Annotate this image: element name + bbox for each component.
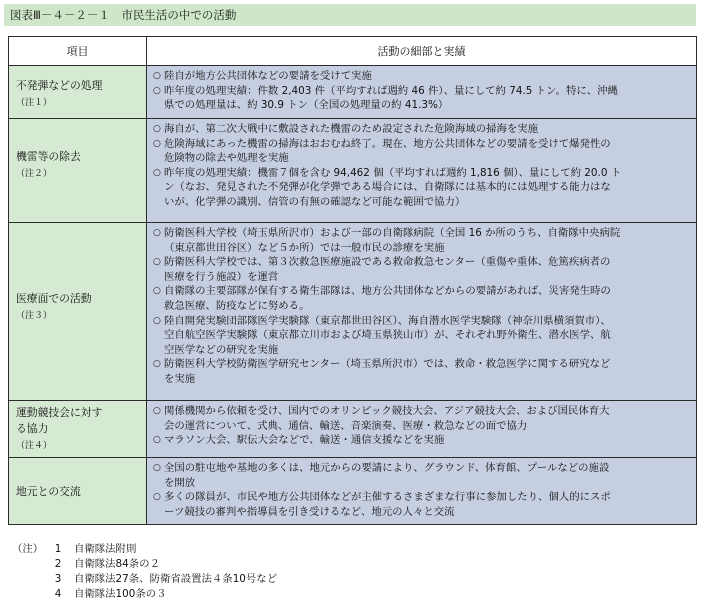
entry-line: ーツ競技の審判や指導員を引き受けるなど、地元の人々と交流 <box>164 505 455 518</box>
detail-entry <box>153 166 690 210</box>
bullet-icon: ○ <box>153 167 161 178</box>
entry-line: 多くの隊員が、市民や地方公共団体などが主催するさまざまな行事に参加したり、個人的にスポ <box>164 491 611 504</box>
footnote-text: 自衛隊法84条の２ <box>74 558 160 570</box>
bullet-icon: ○ <box>153 359 161 370</box>
entry-line: 全国の駐屯地や基地の多くは、地元からの要請により、グラウンド、体育館、プールなどの施設 <box>164 462 610 474</box>
entry-text <box>164 69 690 84</box>
detail-entry <box>153 284 690 313</box>
footnote-number: 1 <box>54 543 62 555</box>
detail-cell <box>147 66 697 119</box>
entry-line: 陸自が地方公共団体などの要請を受けて実施 <box>164 70 372 82</box>
bullet-icon: ○ <box>153 228 161 238</box>
item-label: 不発弾などの処理 <box>16 79 103 92</box>
item-label-group <box>16 291 142 324</box>
item-cell <box>9 119 147 223</box>
table-row <box>9 223 697 401</box>
detail-entry <box>153 137 690 166</box>
entry-text <box>164 226 690 255</box>
footnote-text: 自衛隊法附則 <box>74 543 137 555</box>
entry-text <box>164 84 690 113</box>
entry-text <box>164 461 690 490</box>
table-row <box>9 66 697 119</box>
entry-text <box>164 122 690 137</box>
detail-entry <box>153 404 690 433</box>
entry-line: 空自航空医学実験隊（東京都立川市および埼玉県狭山市）が、それぞれ野外衛生、潜水医学、航 <box>164 329 611 342</box>
entry-line: マラソン大会、駅伝大会などで、輸送・通信支援などを実施 <box>164 434 445 447</box>
entry-line: 医療を行う施設）を運営 <box>164 270 279 283</box>
bullet-icon: ○ <box>153 71 161 81</box>
item-label-group <box>16 78 142 111</box>
bullet-icon: ○ <box>153 492 161 503</box>
bullet-icon: ○ <box>153 463 161 473</box>
entry-line: 海自が、第二次大戦中に敷設された機雷のため設定された危険海域の掃海を実施 <box>164 123 539 135</box>
footnote-number: 4 <box>54 588 62 600</box>
table-row <box>9 458 697 525</box>
footnotes <box>12 542 277 602</box>
entry-line: 昨年度の処理実績：件数 2,403 件（平均すれば週約 46 件）、量にして約 74.5 トン。特に、沖縄 <box>164 84 618 97</box>
header-detail: 活動の細部と実績 <box>147 37 697 66</box>
bullet-icon: ○ <box>153 435 161 446</box>
detail-cell <box>147 458 697 525</box>
item-label: 運動競技会に対す <box>16 406 103 419</box>
footnote-number: 2 <box>54 558 62 570</box>
footnote-number: 3 <box>54 573 62 585</box>
item-label-group <box>16 149 142 182</box>
entry-text <box>164 166 690 210</box>
footnote-text: 自衛隊法27条、防衛省設置法４条10号など <box>74 573 278 585</box>
item-note: （注４） <box>16 441 53 451</box>
activities-table <box>8 36 697 525</box>
figure-title: 図表Ⅲ－４－２－１ 市民生活の中での活動 <box>10 8 237 22</box>
detail-entry <box>153 255 690 284</box>
entry-line: 空医学などの研究を実施 <box>164 343 279 356</box>
item-label: 医療面での活動 <box>16 292 92 305</box>
entry-text <box>164 284 690 313</box>
entry-line: （東京都世田谷区）など５か所）では一般市民の診療を実施 <box>164 241 445 254</box>
entry-line: を実施 <box>164 372 196 385</box>
bullet-icon: ○ <box>153 406 161 416</box>
footnote-row <box>12 542 277 557</box>
bullet-icon: ○ <box>153 138 161 149</box>
figure-title-bar <box>4 4 696 26</box>
footnote-prefix <box>12 557 48 572</box>
entry-line: 防衛医科大学校では、第３次救急医療施設である救命救急センター（重傷や重体、危篤疾病者の <box>164 256 611 269</box>
detail-entry <box>153 69 690 84</box>
footnote-text: 自衛隊法100条の３ <box>74 588 167 600</box>
item-note: （注１） <box>16 98 53 108</box>
entry-text <box>164 137 690 166</box>
detail-entry <box>153 122 690 137</box>
item-label: 機雷等の除去 <box>16 150 81 163</box>
entry-line: 自衛隊の主要部隊が保有する衛生部隊は、地方公共団体などからの要請があれば、災害発生時の <box>164 285 611 298</box>
entry-line: 防衛医科大学校防衛医学研究センター（埼玉県所沢市）では、救命・救急医学に関する研究など <box>164 358 611 371</box>
table-row <box>9 401 697 458</box>
item-label-group <box>16 405 142 454</box>
detail-entry <box>153 226 690 255</box>
detail-entry <box>153 490 690 519</box>
entry-line: 県での処理量は、約 30.9 トン（全国の処理量の約 41.3%） <box>164 99 449 112</box>
item-cell <box>9 401 147 458</box>
table-row <box>9 119 697 223</box>
item-note: （注２） <box>16 169 53 179</box>
entry-line: 昨年度の処理実績：機雷７個を含む 94,462 個（平均すれば週約 1,816 個）、量にして約 20.0 ト <box>164 166 622 179</box>
detail-cell <box>147 119 697 223</box>
entry-line: 防衛医科大学校（埼玉県所沢市）および一部の自衛隊病院（全国 16 か所のうち、自衛隊中央病院 <box>164 227 621 239</box>
footnote-prefix: （注） <box>12 543 44 555</box>
entry-line: いが、化学弾の識別、信管の有無の確認など可能な範囲で協力） <box>164 195 466 208</box>
entry-line: 救急医療、防疫などに努める。 <box>164 299 310 312</box>
footnote-row <box>12 587 277 602</box>
entry-text <box>164 357 690 386</box>
entry-line: ン（なお、発見された不発弾が化学弾である場合には、自衛隊には基本的には処理する能力はな <box>164 181 611 194</box>
table-header-row <box>9 37 697 66</box>
bullet-icon: ○ <box>153 257 161 268</box>
footnote-prefix <box>12 587 48 602</box>
footnote-prefix <box>12 572 48 587</box>
detail-entry <box>153 433 690 448</box>
entry-line: 危険海域にあった機雷の掃海はおおむね終了。現在、地方公共団体などの要請を受けて爆発性の <box>164 137 611 150</box>
entry-line: 会の運営について、式典、通信、輸送、音楽演奏、医療・救急などの面で協力 <box>164 419 528 432</box>
bullet-icon: ○ <box>153 315 161 326</box>
entry-line: 関係機関から依頼を受け、国内でのオリンピック競技大会、アジア競技大会、および国民体育大 <box>164 405 610 417</box>
item-note: （注３） <box>16 311 53 321</box>
entry-text <box>164 255 690 284</box>
header-item: 項目 <box>9 37 147 66</box>
detail-cell <box>147 401 697 458</box>
entry-text <box>164 433 690 448</box>
item-label: る協力 <box>16 422 49 435</box>
footnote-row <box>12 572 277 587</box>
entry-line: 陸自開発実験団部隊医学実験隊（東京都世田谷区）、海自潜水医学実験隊（神奈川県横須賀市）、 <box>164 314 611 327</box>
item-cell <box>9 66 147 119</box>
item-label: 地元との交流 <box>16 485 81 498</box>
entry-text <box>164 404 690 433</box>
item-cell <box>9 223 147 401</box>
item-cell <box>9 458 147 525</box>
detail-entry <box>153 314 690 358</box>
detail-entry <box>153 461 690 490</box>
entry-text <box>164 314 690 358</box>
detail-cell <box>147 223 697 401</box>
entry-text <box>164 490 690 519</box>
bullet-icon: ○ <box>153 286 161 297</box>
detail-entry <box>153 357 690 386</box>
entry-line: を開放 <box>164 476 196 489</box>
item-label-group <box>16 484 142 500</box>
detail-entry <box>153 84 690 113</box>
bullet-icon: ○ <box>153 124 161 134</box>
bullet-icon: ○ <box>153 85 161 96</box>
entry-line: 危険物の除去や処理を実施 <box>164 152 289 165</box>
footnote-row <box>12 557 277 572</box>
